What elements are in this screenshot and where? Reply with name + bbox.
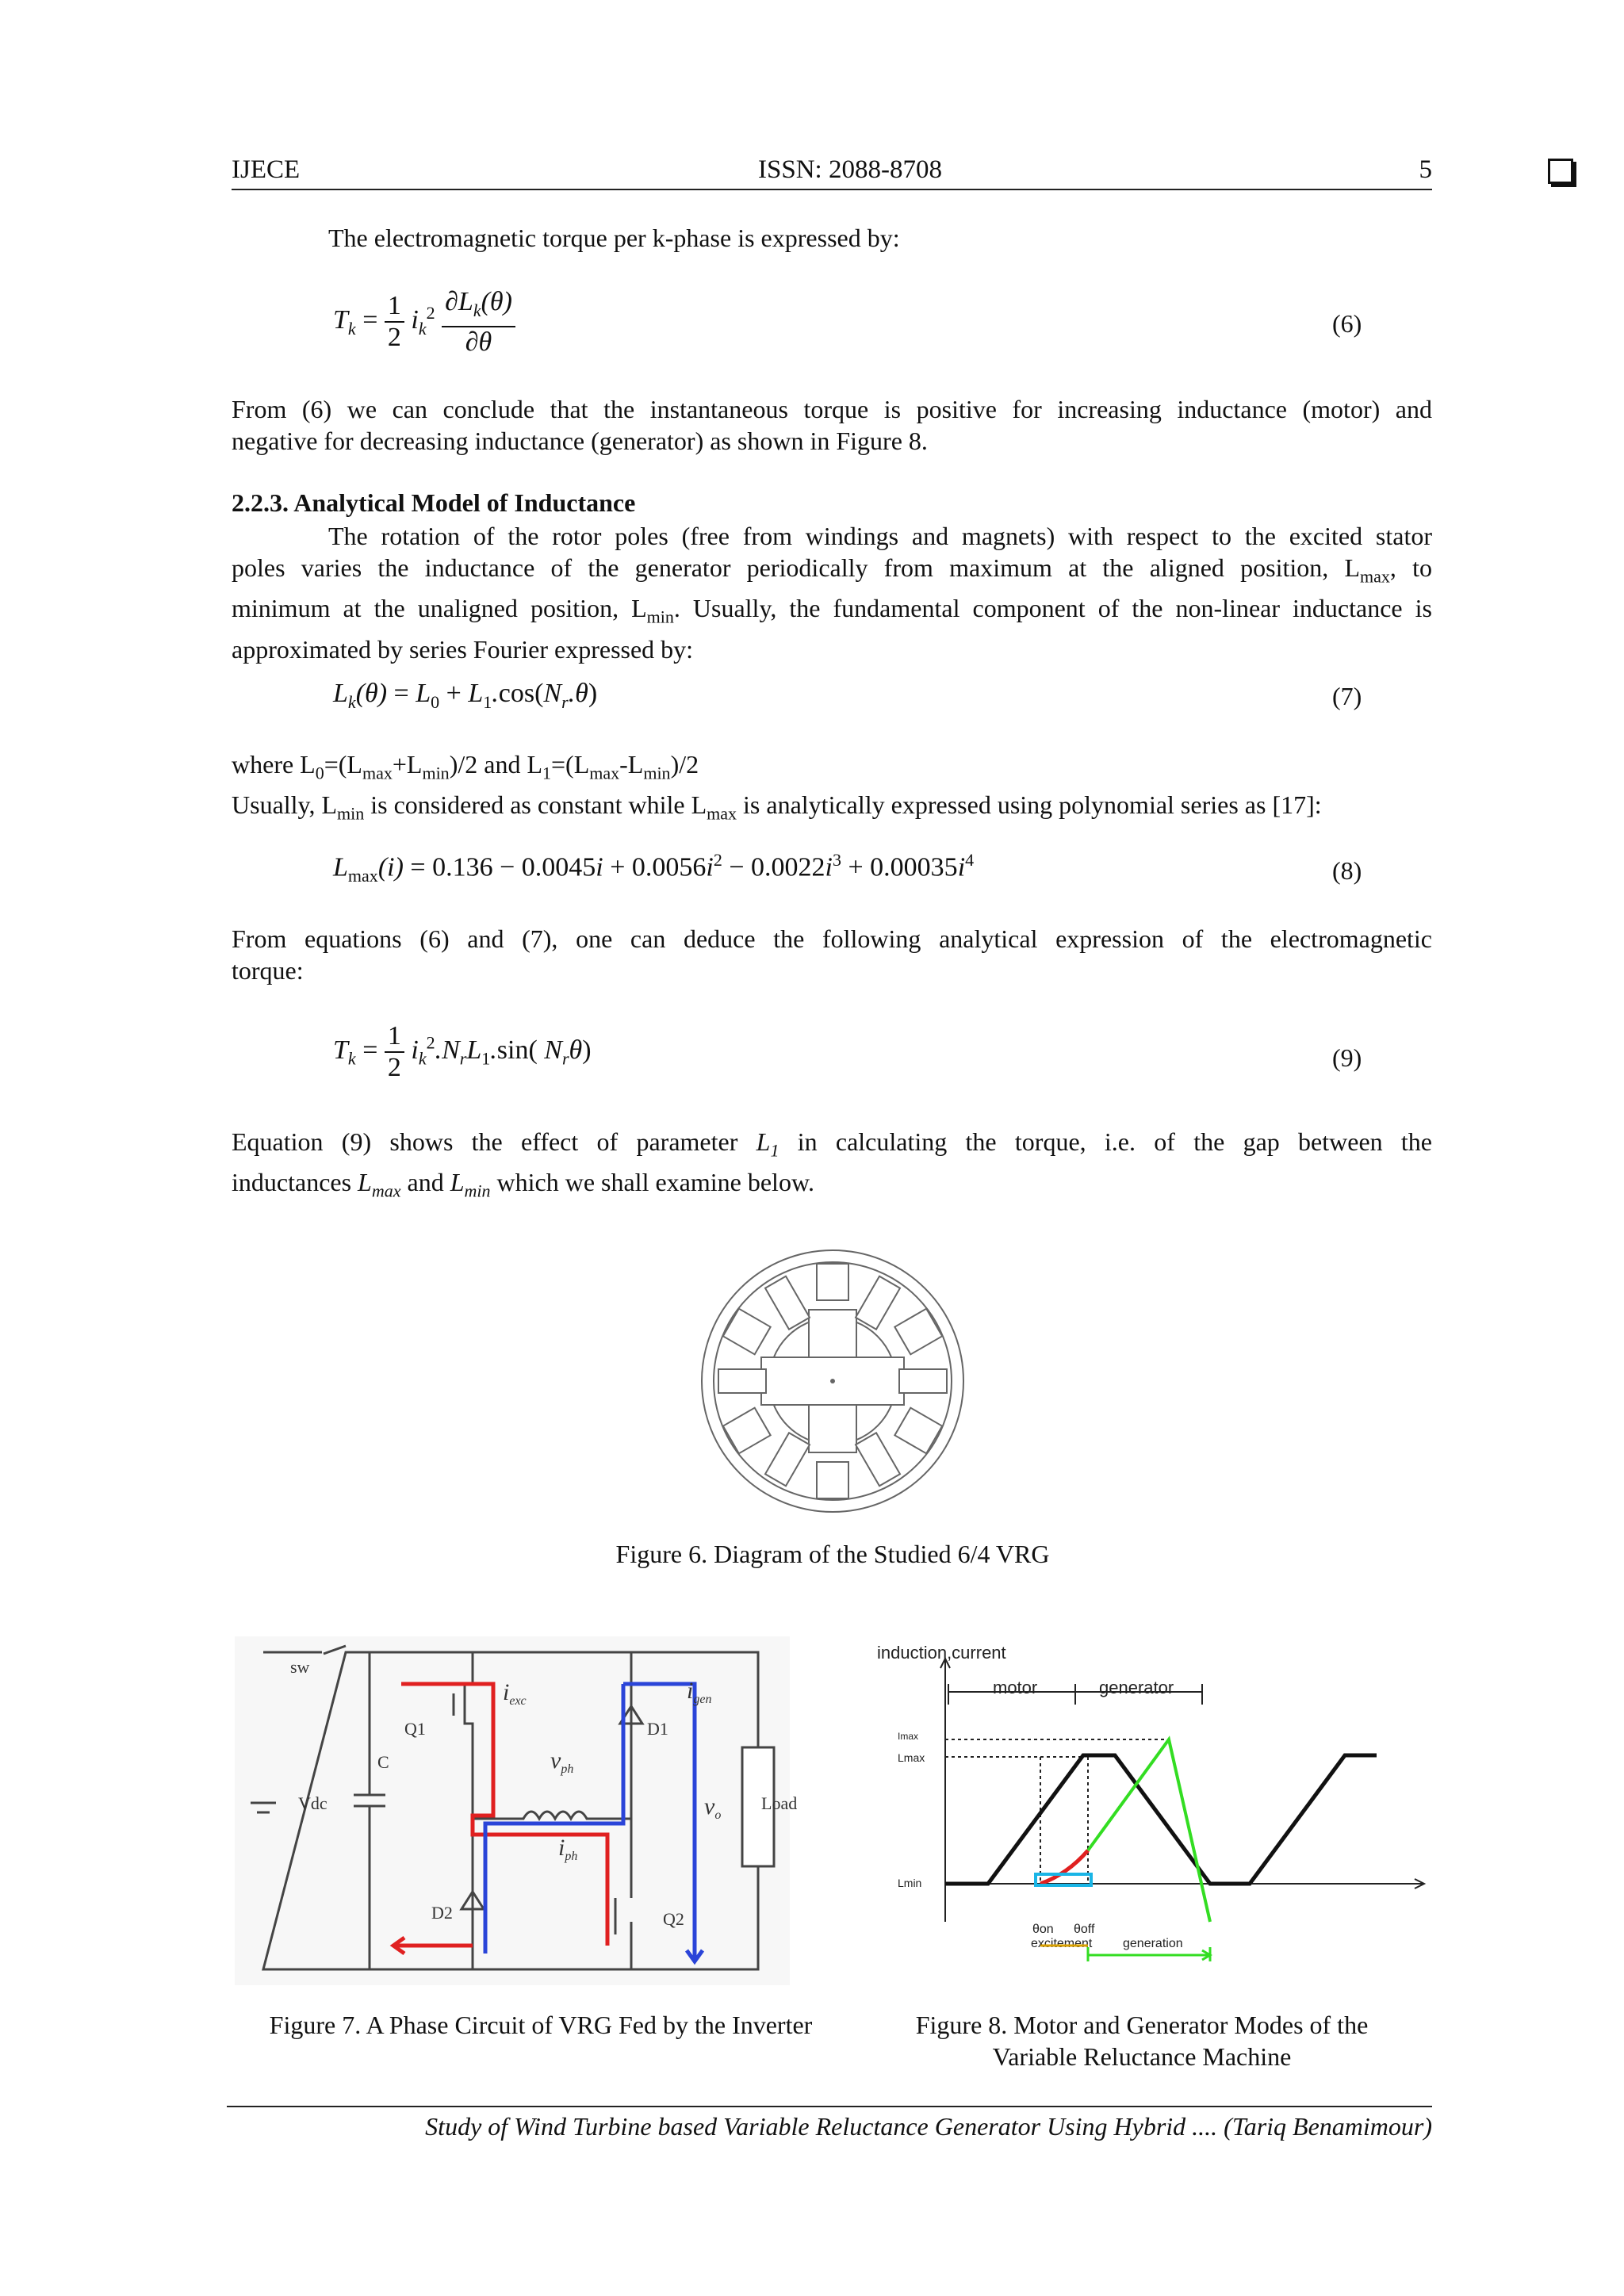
equation-9-number: (9): [1332, 1043, 1362, 1072]
text-line: minimum at the unaligned position, $L_{min}$. Usually, the fundamental component of the non-linear inductance is: [232, 594, 1433, 627]
equation-8-number: (8): [1332, 856, 1362, 885]
figure-7-phase-circuit: [235, 1636, 798, 1985]
figure-8-caption-line: Variable Reluctance Machine: [992, 2042, 1292, 2071]
iph-label: $i_{ph}$: [558, 1835, 578, 1863]
figure-8-modes-graph: [877, 1636, 1432, 1985]
equation-7-number: (7): [1332, 682, 1362, 710]
load-label: Load: [761, 1793, 798, 1813]
lmin-label: Lmin: [898, 1877, 922, 1889]
equation-9: $T_k$ = $\frac{1}{2}$ $i_k^2.N_rL_1.\sin$( $N_r\theta$): [333, 1021, 592, 1082]
d1-label: D1: [647, 1719, 668, 1739]
paragraph-eq9: [232, 1126, 1432, 1207]
paragraph-torque-sign: [232, 393, 1432, 457]
section-heading: 2.2.3. Analytical Model of Inductance: [232, 488, 636, 517]
page-number: 5: [1419, 155, 1432, 184]
text-line: The rotation of the rotor poles (free from windings and magnets) with respect to the excited stator: [328, 522, 1432, 550]
iexc-label: $i_{exc}$: [503, 1679, 527, 1708]
header-rule: [232, 189, 1432, 190]
figure-7-caption: Figure 7. A Phase Circuit of VRG Fed by the Inverter: [269, 2011, 813, 2039]
figure-6-caption: Figure 6. Diagram of the Studied 6/4 VRG: [615, 1540, 1050, 1568]
figure-6-vrg-diagram: [698, 1246, 967, 1516]
equation-7: $L_k(\theta) = L_0 + L_1.\cos(N_r.\theta)$: [333, 679, 598, 712]
motor-label: motor: [993, 1678, 1038, 1697]
equation-6-number: (6): [1332, 309, 1362, 338]
equation-6: $T_k$ = $\frac{1}{2}$ $i_k^2$ $\frac{\partial L_k(\theta)}{\partial\theta}$: [333, 287, 515, 358]
theta-off-label: θoff: [1074, 1923, 1095, 1936]
vo-label: $v_o$: [704, 1793, 722, 1822]
theta-on-label: θon: [1032, 1923, 1054, 1936]
sw-label: sw: [290, 1657, 310, 1677]
imax-label: Imax: [898, 1731, 919, 1742]
figure-8-caption-line: Figure 8. Motor and Generator Modes of the: [915, 2011, 1369, 2039]
d2-label: D2: [431, 1903, 453, 1923]
where-line: where $L_0=(L_{max}+L_{min})/2$ and $L_1=(L_{max}-L_{min})/2$: [232, 750, 699, 783]
intro-torque-text: The electromagnetic torque per k-phase is expressed by:: [328, 224, 900, 252]
igen-label: $i_{gen}$: [687, 1678, 712, 1706]
vph-label: $v_{ph}$: [550, 1747, 574, 1776]
text-line: negative for decreasing inductance (generator) as shown in Figure 8.: [232, 427, 928, 455]
text-line: inductances $L_{max}$ and $L_{min}$ which we shall examine below.: [232, 1168, 814, 1201]
generator-label: generator: [1099, 1678, 1174, 1697]
text-line: Equation (9) shows the effect of parameter $L_1$ in calculating the torque, i.e. of the gap between the: [232, 1127, 1433, 1161]
text-line: From equations (6) and (7), one can deduce the following analytical expression of the electromagnetic: [232, 924, 1432, 953]
q2-label: Q2: [663, 1909, 684, 1929]
c-label: C: [377, 1752, 389, 1772]
axis-title: induction,current: [877, 1643, 1006, 1663]
text-line: torque:: [232, 956, 304, 985]
lmax-label: Lmax: [898, 1751, 925, 1764]
journal-name: IJECE: [232, 155, 301, 184]
footer-text: Study of Wind Turbine based Variable Reluctance Generator Using Hybrid .... (Tariq Benamimour): [425, 2112, 1432, 2141]
text-line: approximated by series Fourier expressed by:: [232, 634, 694, 664]
checkbox-icon: [1548, 159, 1573, 184]
text-line: poles varies the inductance of the generator periodically from maximum at the aligned position, $L_{max}$, to: [232, 553, 1433, 587]
paragraph-definitions: [232, 748, 1432, 830]
footer-rule: [227, 2106, 1432, 2107]
page-header: [232, 152, 1432, 189]
paragraph-deduce: [232, 923, 1432, 986]
figure-8-caption: [880, 2009, 1404, 2072]
issn: ISSN: 2088-8708: [758, 155, 942, 184]
paragraph-inductance-model: [232, 520, 1432, 665]
usually-line: Usually, $L_{min}$ is considered as constant while $L_{max}$ is analytically expressed using polynomial series as [17]:: [232, 790, 1322, 824]
text-line: From (6) we can conclude that the instantaneous torque is positive for increasing inductance (motor) and: [232, 395, 1432, 423]
vdc-label: Vdc: [298, 1793, 327, 1813]
generation-label: generation: [1123, 1937, 1183, 1950]
q1-label: Q1: [404, 1719, 426, 1739]
equation-8: $L_{max}(i) = 0.136 - 0.0045i + 0.0056i^2 - 0.0022i^3 + 0.00035i^4$: [333, 850, 975, 886]
excitement-label: excitement: [1031, 1937, 1093, 1950]
